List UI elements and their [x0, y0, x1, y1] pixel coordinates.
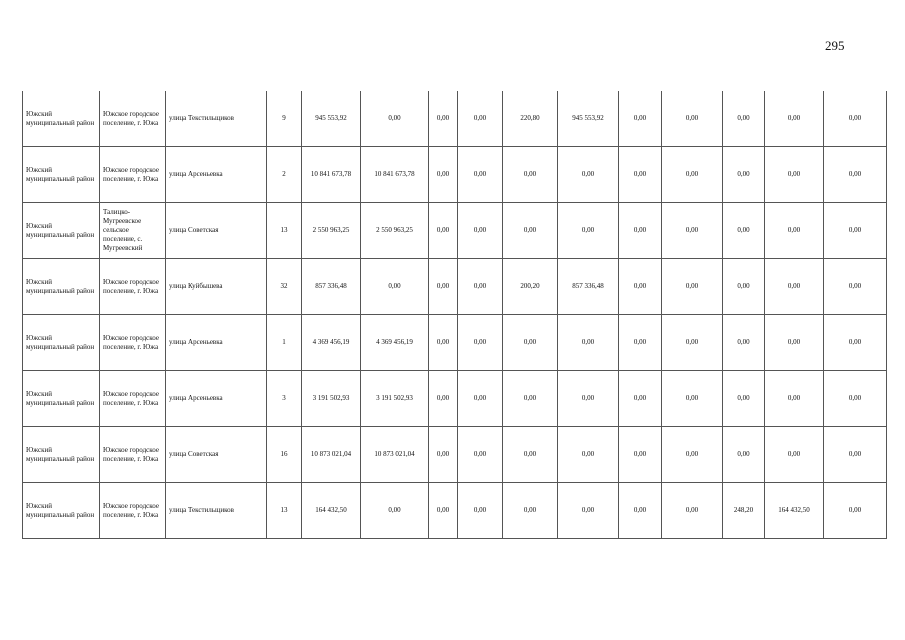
amount-cell: 0,00: [662, 483, 723, 539]
registry-table-body: [23, 91, 887, 539]
settlement-cell: Южское городское поселение, г. Южа: [100, 371, 166, 427]
amount-cell: 0,00: [765, 259, 824, 315]
amount-cell: 0,00: [429, 427, 458, 483]
street-cell: улица Арсеньевка: [166, 315, 267, 371]
amount-cell: 0,00: [429, 91, 458, 147]
amount-cell: 0,00: [824, 483, 887, 539]
amount-cell: 200,20: [503, 259, 558, 315]
street-cell: улица Советская: [166, 203, 267, 259]
amount-cell: 0,00: [458, 371, 503, 427]
amount-cell: 3 191 502,93: [361, 371, 429, 427]
district-cell: Южский муниципальный район: [23, 259, 100, 315]
amount-cell: 0,00: [503, 315, 558, 371]
amount-cell: 0,00: [503, 203, 558, 259]
house-number-cell: 16: [267, 427, 302, 483]
amount-cell: 0,00: [619, 427, 662, 483]
amount-cell: 2 550 963,25: [302, 203, 361, 259]
amount-cell: 0,00: [558, 203, 619, 259]
registry-table: [22, 91, 887, 539]
amount-cell: 4 369 456,19: [361, 315, 429, 371]
amount-cell: 0,00: [765, 315, 824, 371]
table-row: [23, 427, 887, 483]
amount-cell: 0,00: [458, 259, 503, 315]
amount-cell: 0,00: [458, 315, 503, 371]
amount-cell: 0,00: [723, 427, 765, 483]
amount-cell: 0,00: [558, 315, 619, 371]
district-cell: Южский муниципальный район: [23, 147, 100, 203]
amount-cell: 0,00: [765, 147, 824, 203]
settlement-cell: Южское городское поселение, г. Южа: [100, 427, 166, 483]
amount-cell: 857 336,48: [302, 259, 361, 315]
amount-cell: 0,00: [662, 203, 723, 259]
street-cell: улица Арсеньевка: [166, 371, 267, 427]
settlement-cell: Талицко-Мугреевское сельское поселение, с. Мугреевский: [100, 203, 166, 259]
district-cell: Южский муниципальный район: [23, 483, 100, 539]
amount-cell: 0,00: [429, 483, 458, 539]
amount-cell: 0,00: [558, 147, 619, 203]
amount-cell: 0,00: [765, 91, 824, 147]
amount-cell: 164 432,50: [765, 483, 824, 539]
amount-cell: 248,20: [723, 483, 765, 539]
amount-cell: 0,00: [503, 483, 558, 539]
table-row: [23, 147, 887, 203]
house-number-cell: 3: [267, 371, 302, 427]
house-number-cell: 13: [267, 203, 302, 259]
house-number-cell: 9: [267, 91, 302, 147]
amount-cell: 0,00: [458, 91, 503, 147]
amount-cell: 0,00: [458, 147, 503, 203]
amount-cell: 0,00: [824, 203, 887, 259]
amount-cell: 0,00: [503, 147, 558, 203]
table-row: [23, 371, 887, 427]
amount-cell: 0,00: [429, 315, 458, 371]
amount-cell: 0,00: [619, 483, 662, 539]
amount-cell: 0,00: [429, 147, 458, 203]
amount-cell: 0,00: [662, 91, 723, 147]
amount-cell: 0,00: [558, 483, 619, 539]
amount-cell: 0,00: [458, 483, 503, 539]
amount-cell: 0,00: [662, 259, 723, 315]
amount-cell: 0,00: [429, 259, 458, 315]
district-cell: Южский муниципальный район: [23, 427, 100, 483]
amount-cell: 0,00: [723, 259, 765, 315]
table-row: [23, 315, 887, 371]
amount-cell: 10 873 021,04: [361, 427, 429, 483]
settlement-cell: Южское городское поселение, г. Южа: [100, 147, 166, 203]
amount-cell: 0,00: [723, 315, 765, 371]
amount-cell: 0,00: [361, 91, 429, 147]
amount-cell: 10 841 673,78: [302, 147, 361, 203]
street-cell: улица Куйбышева: [166, 259, 267, 315]
amount-cell: 0,00: [619, 259, 662, 315]
amount-cell: 945 553,92: [558, 91, 619, 147]
settlement-cell: Южское городское поселение, г. Южа: [100, 91, 166, 147]
amount-cell: 0,00: [503, 427, 558, 483]
amount-cell: 0,00: [824, 315, 887, 371]
amount-cell: 0,00: [503, 371, 558, 427]
amount-cell: 0,00: [824, 147, 887, 203]
amount-cell: 0,00: [824, 427, 887, 483]
settlement-cell: Южское городское поселение, г. Южа: [100, 259, 166, 315]
amount-cell: 0,00: [361, 259, 429, 315]
amount-cell: 4 369 456,19: [302, 315, 361, 371]
district-cell: Южский муниципальный район: [23, 315, 100, 371]
amount-cell: 0,00: [723, 91, 765, 147]
district-cell: Южский муниципальный район: [23, 203, 100, 259]
district-cell: Южский муниципальный район: [23, 91, 100, 147]
amount-cell: 0,00: [458, 203, 503, 259]
amount-cell: 2 550 963,25: [361, 203, 429, 259]
table-row: [23, 259, 887, 315]
amount-cell: 0,00: [824, 91, 887, 147]
amount-cell: 0,00: [458, 427, 503, 483]
amount-cell: 0,00: [429, 203, 458, 259]
amount-cell: 0,00: [723, 147, 765, 203]
amount-cell: 0,00: [619, 91, 662, 147]
amount-cell: 0,00: [824, 371, 887, 427]
amount-cell: 0,00: [558, 371, 619, 427]
amount-cell: 0,00: [765, 427, 824, 483]
amount-cell: 0,00: [723, 203, 765, 259]
amount-cell: 0,00: [765, 203, 824, 259]
amount-cell: 0,00: [361, 483, 429, 539]
amount-cell: 0,00: [662, 147, 723, 203]
amount-cell: 857 336,48: [558, 259, 619, 315]
amount-cell: 0,00: [662, 315, 723, 371]
page-number: 295: [825, 38, 845, 53]
amount-cell: 0,00: [619, 315, 662, 371]
amount-cell: 0,00: [662, 371, 723, 427]
district-cell: Южский муниципальный район: [23, 371, 100, 427]
house-number-cell: 13: [267, 483, 302, 539]
amount-cell: 10 841 673,78: [361, 147, 429, 203]
amount-cell: 0,00: [824, 259, 887, 315]
street-cell: улица Арсеньевка: [166, 147, 267, 203]
house-number-cell: 32: [267, 259, 302, 315]
street-cell: улица Текстильщиков: [166, 483, 267, 539]
street-cell: улица Советская: [166, 427, 267, 483]
amount-cell: 220,80: [503, 91, 558, 147]
amount-cell: 0,00: [619, 371, 662, 427]
amount-cell: 0,00: [723, 371, 765, 427]
amount-cell: 0,00: [765, 371, 824, 427]
table-row: [23, 91, 887, 147]
settlement-cell: Южское городское поселение, г. Южа: [100, 483, 166, 539]
table-row: [23, 203, 887, 259]
street-cell: улица Текстильщиков: [166, 91, 267, 147]
amount-cell: 3 191 502,93: [302, 371, 361, 427]
amount-cell: 10 873 021,04: [302, 427, 361, 483]
amount-cell: 945 553,92: [302, 91, 361, 147]
table-row: [23, 483, 887, 539]
amount-cell: 0,00: [429, 371, 458, 427]
settlement-cell: Южское городское поселение, г. Южа: [100, 315, 166, 371]
amount-cell: 164 432,50: [302, 483, 361, 539]
amount-cell: 0,00: [662, 427, 723, 483]
amount-cell: 0,00: [558, 427, 619, 483]
house-number-cell: 1: [267, 315, 302, 371]
amount-cell: 0,00: [619, 203, 662, 259]
amount-cell: 0,00: [619, 147, 662, 203]
house-number-cell: 2: [267, 147, 302, 203]
